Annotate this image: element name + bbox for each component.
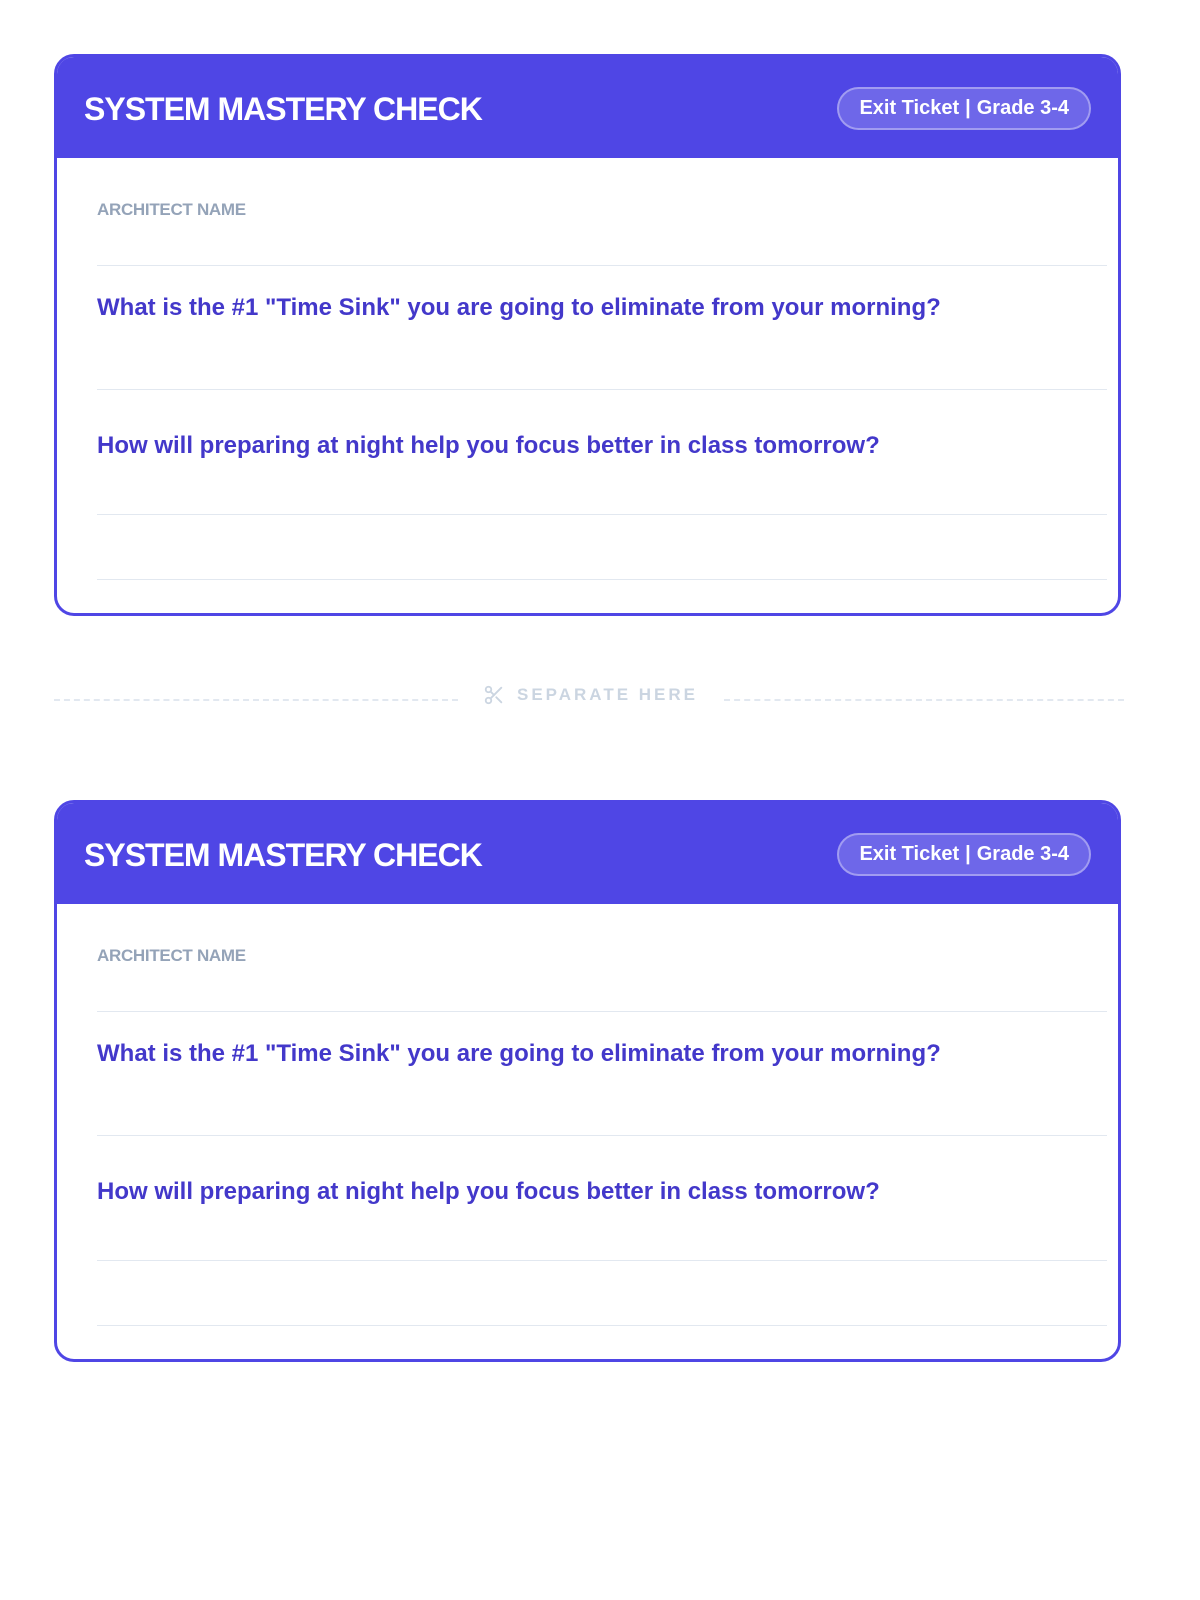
question-2: How will preparing at night help you focus better in class tomorrow? [97,432,880,459]
answer-line-q2[interactable] [97,514,1107,515]
ticket-title: SYSTEM MASTERY CHECK [84,91,482,127]
ticket-header [57,57,1118,158]
cut-separator [483,683,698,707]
badge-separator: | [965,843,971,865]
separator-label: SEPARATE HERE [517,685,699,704]
question-2: How will preparing at night help you focus better in class tomorrow? [97,1178,880,1205]
name-write-line[interactable] [97,1011,1107,1012]
badge-type: Exit Ticket [859,843,960,865]
question-1: What is the #1 "Time Sink" you are going to eliminate from your morning? [97,1040,941,1067]
badge-separator: | [965,97,971,119]
ticket-title: SYSTEM MASTERY CHECK [84,837,482,873]
exit-ticket-card [54,54,1121,616]
ticket-badge [837,833,1091,876]
name-field-label: ARCHITECT NAME [97,200,246,219]
badge-grade: Grade 3-4 [976,97,1069,119]
answer-line-q2[interactable] [97,1325,1107,1326]
question-1: What is the #1 "Time Sink" you are going to eliminate from your morning? [97,294,941,321]
ticket-badge [837,87,1091,130]
badge-type: Exit Ticket [859,97,960,119]
answer-line-q2[interactable] [97,1260,1107,1261]
ticket-header [57,803,1118,904]
exit-ticket-card [54,800,1121,1362]
scissors-icon [483,684,505,706]
answer-line-q1[interactable] [97,389,1107,390]
name-field-label: ARCHITECT NAME [97,946,246,965]
cut-line-right [724,699,1124,701]
badge-grade: Grade 3-4 [976,843,1069,865]
cut-line-left [54,699,458,701]
answer-line-q2[interactable] [97,579,1107,580]
answer-line-q1[interactable] [97,1135,1107,1136]
name-write-line[interactable] [97,265,1107,266]
